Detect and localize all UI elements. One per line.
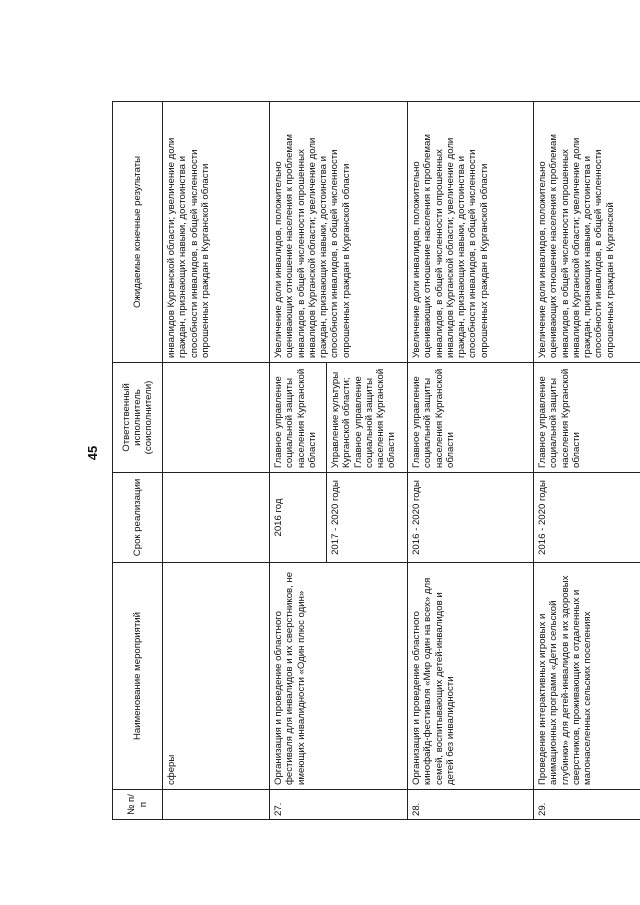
row-name: Организация и проведение областного кинофайд-фестиваля «Мир один на всех» для семей, воспитывающих детей-инвалидов и детей без инвалидности bbox=[408, 563, 534, 790]
row-name: сферы bbox=[163, 563, 270, 790]
row-results: инвалидов Курганской области; увеличение доли граждан, признающих навыки, достоинства и способности инвалидов, в общей численности опрошенных граждан в Курганской области bbox=[163, 102, 270, 363]
header-name: Наименование мероприятий bbox=[113, 563, 163, 790]
row-executor: Главное управление социальной защиты населения Курганской области bbox=[408, 363, 534, 473]
table-row bbox=[163, 102, 270, 820]
header-results: Ожидаемые конечные результаты bbox=[113, 102, 163, 363]
table-row bbox=[534, 102, 640, 820]
header-term: Срок реализации bbox=[113, 473, 163, 563]
row-term: 2016 - 2020 годы bbox=[408, 473, 534, 563]
row-term: 2016 год bbox=[270, 473, 327, 563]
row-term bbox=[163, 473, 270, 563]
row-results: Увеличение доли инвалидов, положительно оценивающих отношение населения к проблемам инвалидов, в общей численности опрошенных инвалидов Курганской области; увеличение доли граждан, признающих навыки, достоинства и способности инвалидов, в общей численности опрошенных граждан в Курганской области bbox=[270, 102, 408, 363]
row-num bbox=[163, 790, 270, 820]
row-num: 27. bbox=[270, 790, 408, 820]
row-results: Увеличение доли инвалидов, положительно оценивающих отношение населения к проблемам инвалидов, в общей численности опрошенных инвалидов Курганской области; увеличение доли граждан, признающих навыки, достоинства и способности инвалидов, в общей численности опрошенных граждан в Курганской области bbox=[408, 102, 534, 363]
row-num: 28. bbox=[408, 790, 534, 820]
header-executor: Ответственный исполнитель (соисполнители) bbox=[113, 363, 163, 473]
page-number: 45 bbox=[85, 445, 100, 461]
row-executor: Главное управление социальной защиты населения Курганской области bbox=[534, 363, 640, 473]
row-executor: Управление культуры Курганской области; Главное управление социальной защиты населения Курганской области bbox=[327, 363, 408, 473]
row-term: 2017 - 2020 годы bbox=[327, 473, 408, 563]
row-executor bbox=[163, 363, 270, 473]
header-num: № п/п bbox=[113, 790, 163, 820]
row-name: Организация и проведение областного фестиваля для инвалидов и их сверстников, не имеющих инвалидности «Один плюс один» bbox=[270, 563, 408, 790]
row-name: Проведение интерактивных игровых и анимационных программ «Дети сельской глубинки» для детей-инвалидов и их здоровых сверстников, проживающих в отдаленных и малонаселенных сельских поселениях bbox=[534, 563, 640, 790]
row-num: 29. bbox=[534, 790, 640, 820]
header-row bbox=[113, 102, 163, 820]
table-row bbox=[270, 102, 327, 820]
row-term: 2016 - 2020 годы bbox=[534, 473, 640, 563]
row-executor: Главное управление социальной защиты населения Курганской области bbox=[270, 363, 327, 473]
measures-table bbox=[112, 101, 640, 820]
table-row bbox=[408, 102, 534, 820]
row-results: Увеличение доли инвалидов, положительно оценивающих отношение населения к проблемам инвалидов, в общей численности опрошенных инвалидов Курганской области; увеличение доли граждан, признающих навыки, достоинства и способности инвалидов, в общей численности опрошенных граждан в Курганской bbox=[534, 102, 640, 363]
